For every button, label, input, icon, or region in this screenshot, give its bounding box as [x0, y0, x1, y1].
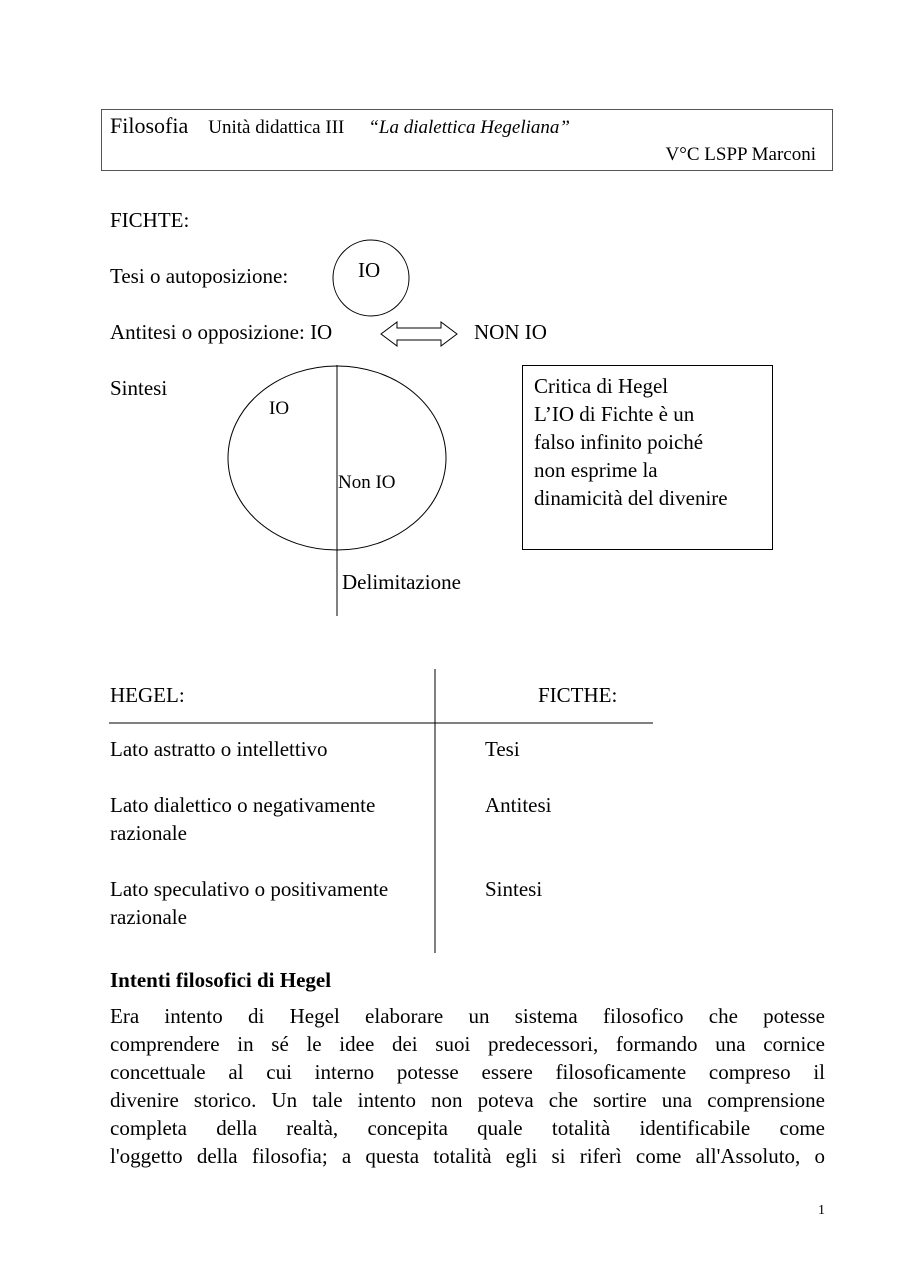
critique-line: L’IO di Fichte è un	[534, 402, 695, 426]
header-unit: Unità didattica III	[208, 117, 345, 138]
paragraph-line: concettuale al cui interno potesse essere filosoficamente compreso il	[110, 1060, 825, 1084]
paragraph-line: l'oggetto della filosofia; a questa totalità egli si riferì come all'Assoluto, o	[110, 1144, 825, 1168]
antitesi-non-io: NON IO	[474, 320, 547, 344]
table-row-2-fichte: Antitesi	[485, 793, 552, 817]
table-header-hegel: HEGEL:	[110, 683, 185, 707]
paragraph-line: Era intento di Hegel elaborare un sistema filosofico che potesse	[110, 1004, 825, 1028]
tesi-label: Tesi o autoposizione:	[110, 264, 289, 288]
page-number: 1	[818, 1203, 825, 1218]
table-row-2-hegel: Lato dialettico o negativamente	[110, 793, 376, 817]
paragraph-line: comprendere in sé le idee dei suoi predecessori, formando una cornice	[110, 1032, 825, 1056]
table-row-3-hegel-cont: razionale	[110, 905, 187, 929]
critique-line: dinamicità del divenire	[534, 486, 728, 510]
table-row-1-fichte: Tesi	[485, 737, 520, 761]
sintesi-label: Sintesi	[110, 376, 168, 400]
header-subject: Filosofia	[110, 113, 189, 138]
table-header-fichte: FICTHE:	[538, 683, 618, 707]
critique-line: falso infinito poiché	[534, 430, 704, 454]
critique-line: Critica di Hegel	[534, 374, 669, 398]
tesi-circle-label: IO	[358, 258, 381, 282]
header-title: “La dialettica Hegeliana”	[368, 117, 570, 138]
fichte-heading: FICHTE:	[110, 208, 190, 232]
table-row-3-fichte: Sintesi	[485, 877, 543, 901]
intenti-heading: Intenti filosofici di Hegel	[110, 968, 332, 992]
paragraph-line: divenire storico. Un tale intento non poteva che sortire una comprensione	[110, 1088, 825, 1112]
header-class-info: V°C LSPP Marconi	[665, 144, 816, 165]
antitesi-label: Antitesi o opposizione: IO	[110, 320, 333, 344]
table-row-1-hegel: Lato astratto o intellettivo	[110, 737, 328, 761]
paragraph-line: completa della realtà, concepita quale totalità identificabile come	[110, 1116, 825, 1140]
table-row-3-hegel: Lato speculativo o positivamente	[110, 877, 389, 901]
critique-line: non esprime la	[534, 458, 658, 482]
delimitazione-label: Delimitazione	[342, 570, 461, 594]
table-row-2-hegel-cont: razionale	[110, 821, 187, 845]
intenti-paragraph	[110, 1002, 825, 1170]
sintesi-non-io-label: Non IO	[338, 472, 396, 493]
sintesi-io-label: IO	[269, 398, 290, 419]
